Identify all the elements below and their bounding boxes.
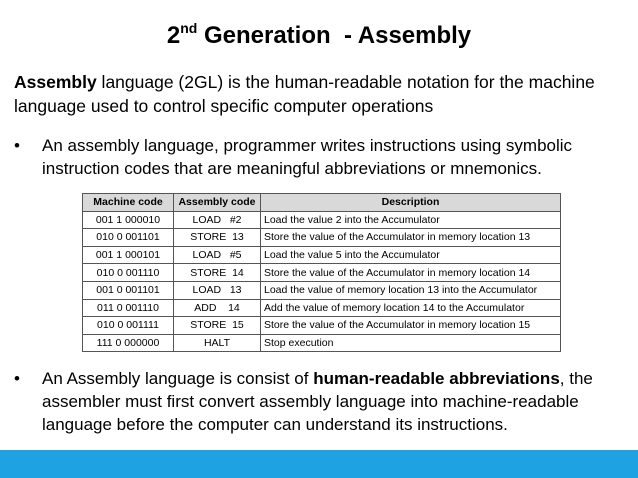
table-row — [83, 246, 561, 264]
intro-bold-term: Assembly — [14, 72, 97, 92]
table-row — [83, 264, 561, 282]
slide-title — [0, 22, 638, 50]
cell-machine-code: 010 0 001110 — [83, 264, 174, 282]
cell-description: Store the value of the Accumulator in memory location 14 — [261, 264, 561, 282]
cell-description: Add the value of memory location 14 to the Accumulator — [261, 299, 561, 317]
footer-accent-bar — [0, 450, 638, 478]
table-row — [83, 211, 561, 229]
intro-paragraph — [14, 70, 624, 118]
bullet2-bold-phrase: human-readable abbreviations — [313, 369, 560, 388]
title-main: Generation - Assembly — [203, 22, 472, 49]
cell-assembly-code: STORE 14 — [174, 264, 261, 282]
bullet-item-1 — [14, 134, 624, 180]
bullet-text-1: An assembly language, programmer writes instructions using symbolic instruction codes that are meaningful abbreviations or mnemonics. — [42, 136, 573, 178]
cell-assembly-code: STORE 13 — [174, 229, 261, 247]
header-assembly-code: Assembly code — [174, 194, 261, 212]
cell-description: Stop execution — [261, 334, 561, 352]
cell-assembly-code: ADD 14 — [174, 299, 261, 317]
table-header-row — [83, 194, 561, 212]
assembly-table — [82, 193, 561, 352]
header-description: Description — [261, 194, 561, 212]
cell-machine-code: 011 0 001110 — [83, 299, 174, 317]
title-prefix: 2 — [166, 22, 181, 49]
table-row — [83, 299, 561, 317]
cell-assembly-code: LOAD #5 — [174, 246, 261, 264]
cell-machine-code: 001 1 000101 — [83, 246, 174, 264]
cell-description: Store the value of the Accumulator in memory location 15 — [261, 317, 561, 335]
bullet-dot-icon: • — [14, 369, 20, 388]
header-machine-code: Machine code — [83, 194, 174, 212]
cell-assembly-code: STORE 15 — [174, 317, 261, 335]
title-superscript: nd — [180, 20, 198, 36]
cell-description: Load the value 5 into the Accumulator — [261, 246, 561, 264]
cell-assembly-code: LOAD 13 — [174, 281, 261, 299]
cell-description: Store the value of the Accumulator in memory location 13 — [261, 229, 561, 247]
bullet2-text-after: , the assembler must first convert assembly language into machine-readable language before the computer can understand its instructions. — [42, 369, 593, 434]
cell-assembly-code: HALT — [174, 334, 261, 352]
cell-machine-code: 010 0 001101 — [83, 229, 174, 247]
cell-machine-code: 010 0 001111 — [83, 317, 174, 335]
intro-text: language (2GL) is the human-readable notation for the machine language used to control specific computer operations — [14, 72, 595, 116]
table-row — [83, 317, 561, 335]
bullet-dot-icon: • — [14, 136, 20, 155]
cell-description: Load the value 2 into the Accumulator — [261, 211, 561, 229]
bullet-item-2 — [14, 367, 624, 436]
bullet-text-2 — [42, 367, 624, 436]
table-row — [83, 229, 561, 247]
cell-machine-code: 001 1 000010 — [83, 211, 174, 229]
table-row — [83, 334, 561, 352]
bullet2-text-before: An Assembly language is consist of — [42, 369, 314, 388]
cell-machine-code: 111 0 000000 — [83, 334, 174, 352]
cell-machine-code: 001 0 001101 — [83, 281, 174, 299]
cell-assembly-code: LOAD #2 — [174, 211, 261, 229]
cell-description: Load the value of memory location 13 into the Accumulator — [261, 281, 561, 299]
table-row — [83, 281, 561, 299]
